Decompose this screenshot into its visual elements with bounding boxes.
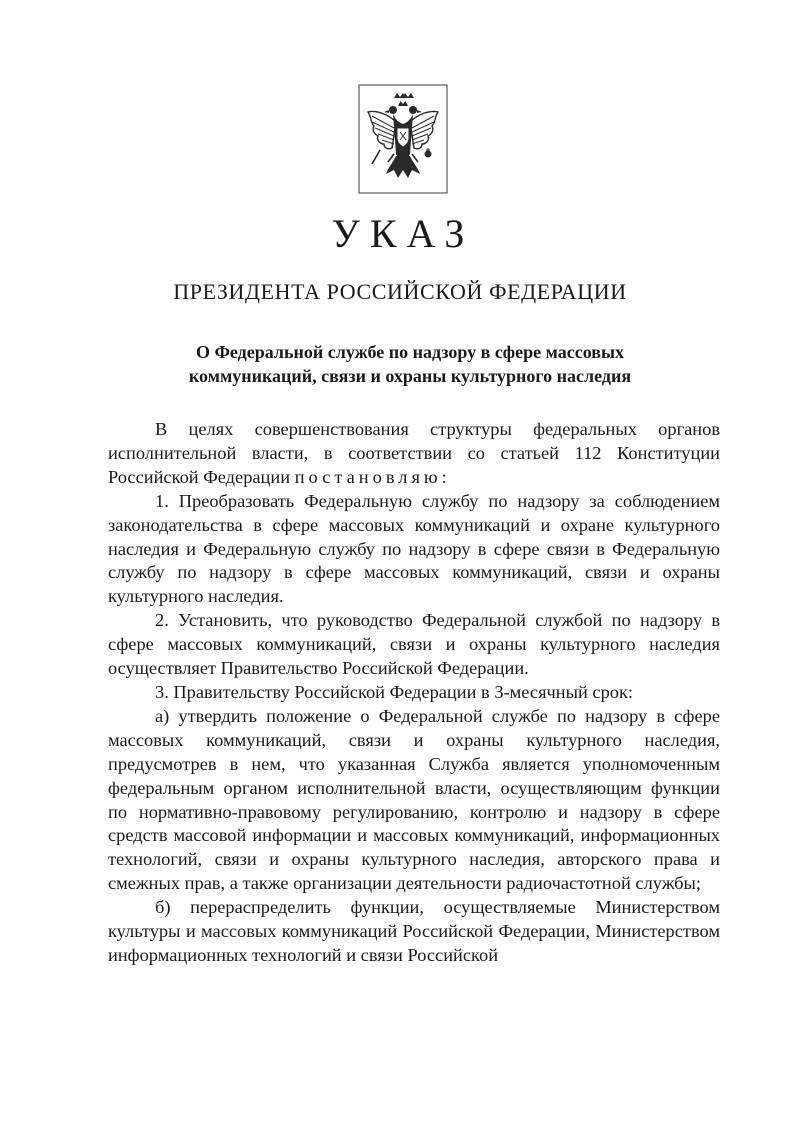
document-title: УКАЗ	[331, 211, 475, 256]
item-3: 3. Правительству Российской Федерации в 3-месячный срок:	[155, 681, 634, 702]
decree-word: постановляю:	[294, 466, 451, 487]
intro-text: В целях совершенствования структуры федеральных органов исполнительной власти, в соответствии со статьей 112 Конституции Российской Федерации	[108, 419, 720, 487]
item-1: 1. Преобразовать Федеральную службу по надзору за соблюдением законодательства в сфере массовых коммуникаций и охране культурного наследия и Федеральную службу по надзору в сфере связи в Федеральную службу по надзору в сфере массовых коммуникаций, связи и охраны культурного наследия.	[108, 490, 720, 607]
heading-line-1: О Федеральной службе по надзору в сфере массовых	[195, 342, 625, 362]
intro-paragraph	[108, 418, 720, 490]
document-heading	[110, 340, 710, 388]
document-body	[108, 418, 720, 968]
item-2: 2. Установить, что руководство Федеральной службой по надзору в сфере массовых коммуникаций, связи и охраны культурного наследия осуществляет Правительство Российской Федерации.	[108, 610, 720, 679]
double-headed-eagle-icon	[358, 84, 448, 194]
item-3a: а) утвердить положение о Федеральной службе по надзору в сфере массовых коммуникаций, связи и охраны культурного наследия, предусмотрев в нем, что указанная Служба является уполномоченным федеральным органом исполнительной власти, осуществляющим функции по нормативно-правовому регулированию, контролю и надзору в сфере средств массовой информации и массовых коммуникаций, информационных технологий, связи и охраны культурного наследия, авторского права и смежных прав, а также организации деятельности радиочастотной службы;	[108, 705, 720, 894]
item-3b: б) перераспределить функции, осуществляемые Министерством культуры и массовых коммуникаций Российской Федерации, Министерством информационных технологий и связи Российской	[108, 897, 720, 965]
heading-line-2: коммуникаций, связи и охраны культурного наследия	[188, 366, 632, 386]
document-subtitle: ПРЕЗИДЕНТА РОССИЙСКОЙ ФЕДЕРАЦИИ	[173, 279, 627, 304]
